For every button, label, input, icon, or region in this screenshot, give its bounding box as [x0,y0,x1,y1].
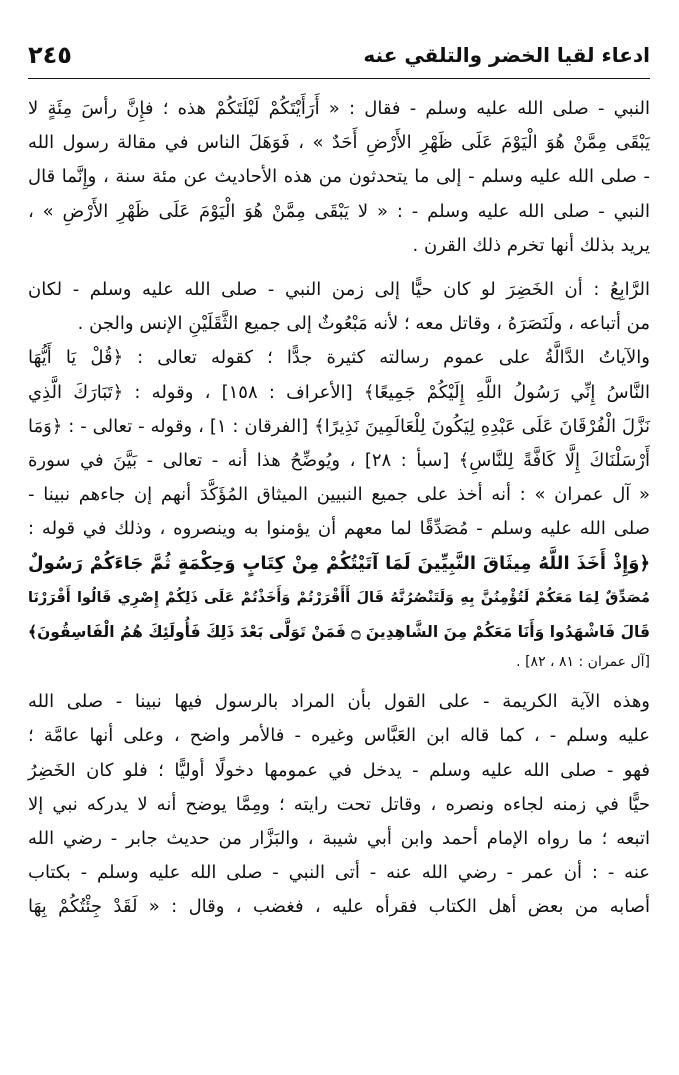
text-line: يَبْقَى مِمَّنْ هُوَ الْيَوْمَ عَلَى ظَهْرِ الأَرْضِ أَحَدٌ » ، فَوَهَلَ الناس في مقالة رسول الله [28,132,650,154]
quran-verse-line: مُصَدِّقٌ لِمَا مَعَكُمْ لَتُؤْمِنُنَّ بِهِ وَلَتَنْصُرُنَّهُ قَالَ أَأَقْرَرْتُمْ وَأَخَذْتُمْ عَلَى ذَلِكُمْ إِصْرِي قَالُوا أَقْرَرْنَا [28,589,650,606]
text-line: النبي - صلى الله عليه وسلم - : « لا يَبْقَى مِمَّنْ هُوَ الْيَوْمَ عَلَى ظَهْرِ الأَرْضِ » ، [28,200,650,222]
paragraph-fourth-point [28,273,650,341]
text-line: حيًّا في زمنه لجاءه ونصره ، وقاتل تحت رايته ؛ ومِمَّا يوضح أنه لا يدركه نبي إلا [28,793,650,815]
text-line: والآياتُ الدَّالَّةُ على عموم رسالته كثيرة جدًّا ؛ كقوله تعالى : ﴿قُلْ يَا أَيُّهَا [28,347,650,369]
text-line: الرَّابِعُ : أن الخَضِرَ لو كان حيًّا إلى زمن النبي - صلى الله عليه وسلم - لكان [28,279,650,301]
running-header [28,38,650,72]
text-line: نَزَّلَ الْفُرْقَانَ عَلَى عَبْدِهِ لِيَكُونَ لِلْعَالَمِينَ نَذِيرًا﴾ [الفرقان : ١] ، وقوله - تعالى - : ﴿وَمَا [28,415,650,437]
verse-citation: [آل عمران : ٨١ ، ٨٢] . [516,654,650,671]
paragraph-commentary [28,685,650,924]
text-line: فهو - صلى الله عليه وسلم - يدخل في عمومها دخولًا أوليًّا ؛ فلو كان الخَضِرُ [28,759,650,781]
text-line: اتبعه ؛ ما رواه الإمام أحمد وابن أبي شيبة ، والبَزَّار من حديث جابر - رضي الله [28,828,650,850]
text-line: وهذه الآية الكريمة - على القول بأن المراد بالرسول فيها نبينا - صلى الله [28,691,650,713]
text-line: يريد بذلك أنها تخرم ذلك القرن . [412,234,650,256]
text-line: عليه وسلم - ، كما قاله ابن العَبَّاس وغيره - فالأمر واضح ، وعلى أنها عامَّة ؛ [28,725,650,747]
text-line: « آل عمران » : أنه أخذ على جميع النبيين الميثاق المُؤَكَّدَ أنهم إن جاءهم نبينا - [28,484,650,506]
text-line: النَّاسُ إِنِّي رَسُولُ اللَّهِ إِلَيْكُمْ جَمِيعًا﴾ [الأعراف : ١٥٨] ، وقوله : ﴿تَبَارَكَ الَّذِي [28,381,650,403]
text-line: عنه - : أن عمر - رضي الله عنه - أتى النبي - صلى الله عليه وسلم - بكتاب [28,862,650,884]
text-line: من أتباعه ، ولَنَصَرَهُ ، وقاتل معه ؛ لأنه مَبْعُوثٌ إلى جميع الثَّقَلَيْنِ الإنس والجن . [77,313,650,335]
paragraph-verses [28,341,650,675]
text-line: - صلى الله عليه وسلم - إلى ما يتحدثون من هذه الأحاديث عن مئة سنة ، وإِنَّما قال [28,166,650,188]
text-line: أصابه من بعض أهل الكتاب فقرأه عليه ، فغضب ، وقال : « لَقَدْ جِئْتُكُمْ بِهَا [28,896,650,918]
quran-verse-line: ﴿وَإِذْ أَخَذَ اللَّهُ مِيثَاقَ النَّبِيِّينَ لَمَا آتَيْتُكُمْ مِنْ كِتَابٍ وَحِكْمَةٍ ثُمَّ جَاءَكُمْ رَسُولٌ [28,552,650,574]
paragraph-first [28,92,650,263]
text-line: أَرْسَلْنَاكَ إِلَّا كَافَّةً لِلنَّاسِ﴾ [سبأ : ٢٨] ، ويُوضِّحُ هذا أنه - تعالى - بَيَّنَ في سورة [28,450,650,472]
quran-verse-line: قَالَ فَاشْهَدُوا وَأَنَا مَعَكُمْ مِنَ الشَّاهِدِينَ ۝ فَمَنْ تَوَلَّى بَعْدَ ذَلِكَ فَأُولَئِكَ هُمُ الْفَاسِقُونَ﴾ [28,623,651,642]
header-title: ادعاء لقيا الخضر والتلقي عنه [363,43,650,67]
text-line: النبي - صلى الله عليه وسلم - فقال : « أَرَأَيْتَكُمْ لَيْلَتَكُمْ هذه ؛ فإِنَّ رأسَ مِئَةٍ لا [28,98,650,119]
text-line: صلى الله عليه وسلم - مُصَدِّقًا لما معهم أن يؤمنوا به وينصروه ، وذلك في قوله : [28,518,650,540]
page-number: ٢٤٥ [28,41,72,69]
page-body [28,92,650,925]
header-divider [28,78,650,79]
